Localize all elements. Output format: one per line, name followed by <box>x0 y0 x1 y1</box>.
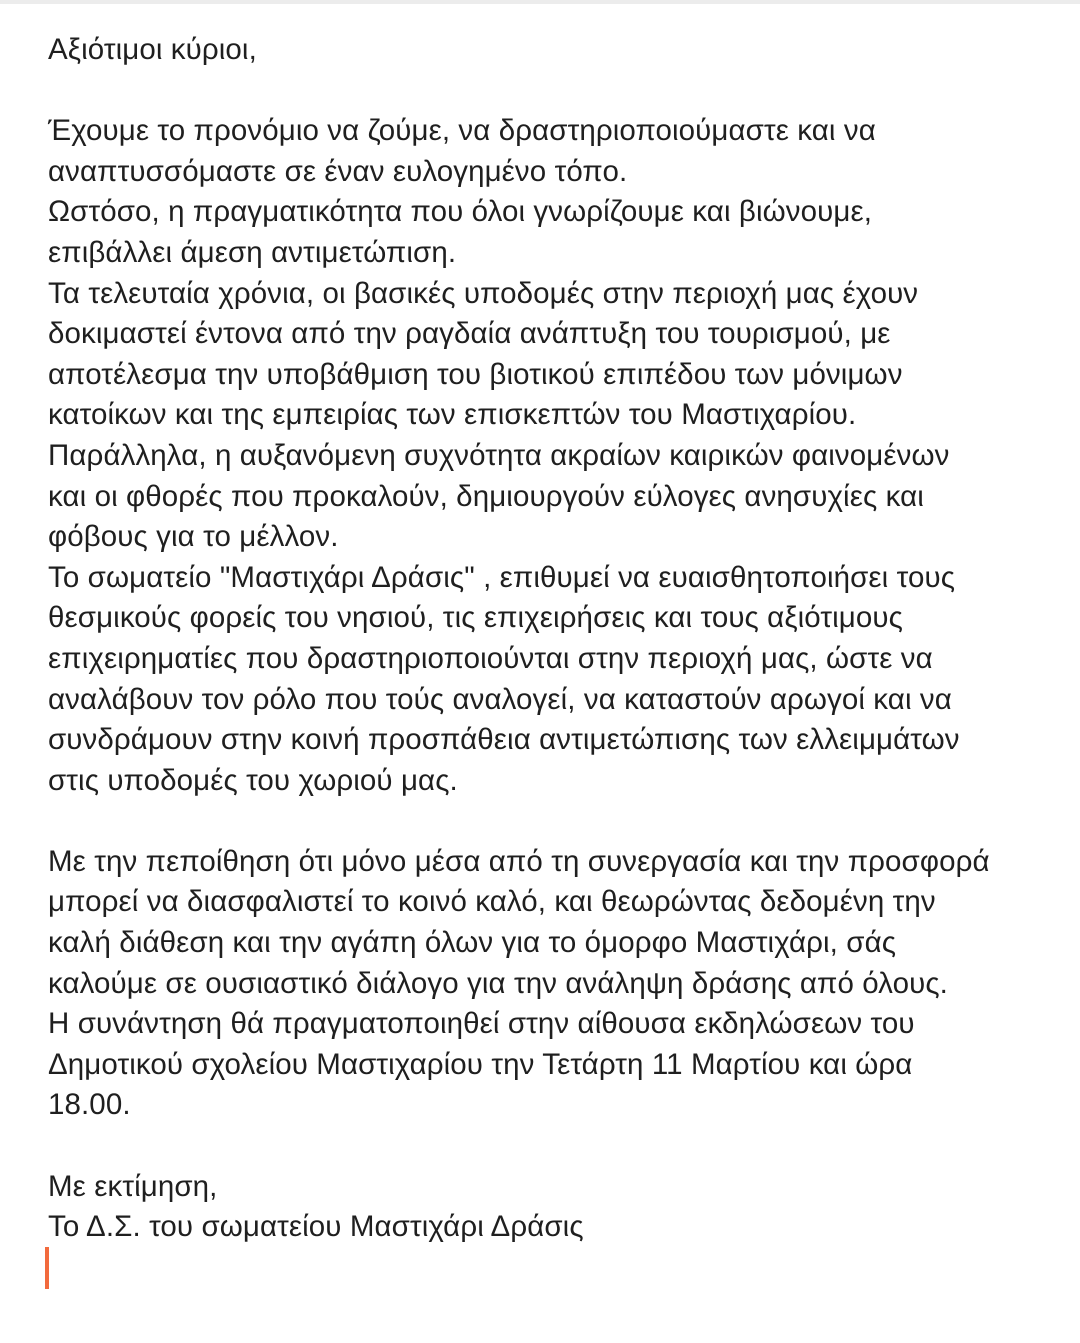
text-cursor <box>45 1247 49 1289</box>
text-line: Αξιότιμοι κύριοι, <box>48 33 257 66</box>
text-line: Τα τελευταία χρόνια, οι βασικές υποδομές στην περιοχή μας έχουν <box>48 276 919 310</box>
text-line: κατοίκων και της εμπειρίας των επισκεπτών του Μαστιχαρίου. <box>48 398 857 432</box>
text-line: Η συνάντηση θά πραγματοποιηθεί στην αίθουσα εκδηλώσεων του <box>48 1007 915 1041</box>
text-line: αποτέλεσμα την υποβάθμιση του βιοτικού επιπέδου των μόνιμων <box>48 357 903 391</box>
text-line: Με εκτίμηση, <box>48 1169 218 1203</box>
text-line: στις υποδομές του χωριού μας. <box>48 763 458 797</box>
text-line: δοκιμαστεί έντονα από την ραγδαία ανάπτυξη του τουρισμού, με <box>48 317 891 351</box>
text-line: Δημοτικού σχολείου Μαστιχαρίου την Τετάρτη 11 Μαρτίου και ώρα <box>48 1047 913 1081</box>
text-line: μπορεί να διασφαλιστεί το κοινό καλό, και θεωρώντας δεδομένη την <box>48 885 936 919</box>
text-line: Παράλληλα, η αυξανόμενη συχνότητα ακραίων καιρικών φαινομένων <box>48 438 950 472</box>
blank-line <box>48 801 1058 842</box>
text-line: φόβους για το μέλλον. <box>48 520 339 554</box>
text-line: Ωστόσο, η πραγματικότητα που όλοι γνωρίζουμε και βιώνουμε, <box>48 195 872 229</box>
text-line: 18.00. <box>48 1088 131 1122</box>
text-line: θεσμικούς φορείς του νησιού, τις επιχειρήσεις και τους αξιότιμους <box>48 601 903 635</box>
text-line: Το σωματείο "Μαστιχάρι Δράσις" , επιθυμεί να ευαισθητοποιήσει τους <box>48 560 956 594</box>
text-line: επιχειρηματίες που δραστηριοποιούνται στην περιοχή μας, ώστε να <box>48 641 933 675</box>
blank-line <box>48 71 1058 112</box>
text-line: αναπτυσσόμαστε σε έναν ευλογημένο τόπο. <box>48 154 628 188</box>
text-line: Έχουμε το προνόμιο να ζούμε, να δραστηριοποιούμαστε και να <box>48 114 876 148</box>
blank-line <box>48 1126 1058 1167</box>
text-line: αναλάβουν τον ρόλο που τούς αναλογεί, να καταστούν αρωγοί και να <box>48 682 952 716</box>
text-line: επιβάλλει άμεση αντιμετώπιση. <box>48 235 457 269</box>
text-line: Με την πεποίθηση ότι μόνο μέσα από τη συνεργασία και την προσφορά <box>48 844 990 878</box>
text-line: συνδράμουν στην κοινή προσπάθεια αντιμετώπισης των ελλειμμάτων <box>48 723 960 757</box>
top-divider <box>0 0 1080 4</box>
text-line: Το Δ.Σ. του σωματείου Μαστιχάρι Δράσις <box>48 1210 584 1244</box>
text-line: και οι φθορές που προκαλούν, δημιουργούν εύλογες ανησυχίες και <box>48 479 924 513</box>
message-editor[interactable] <box>48 30 1058 1248</box>
text-line: καλή διάθεση και την αγάπη όλων για το όμορφο Μαστιχάρι, σάς <box>48 926 897 960</box>
text-line: καλούμε σε ουσιαστικό διάλογο για την ανάληψη δράσης από όλους. <box>48 966 948 1000</box>
